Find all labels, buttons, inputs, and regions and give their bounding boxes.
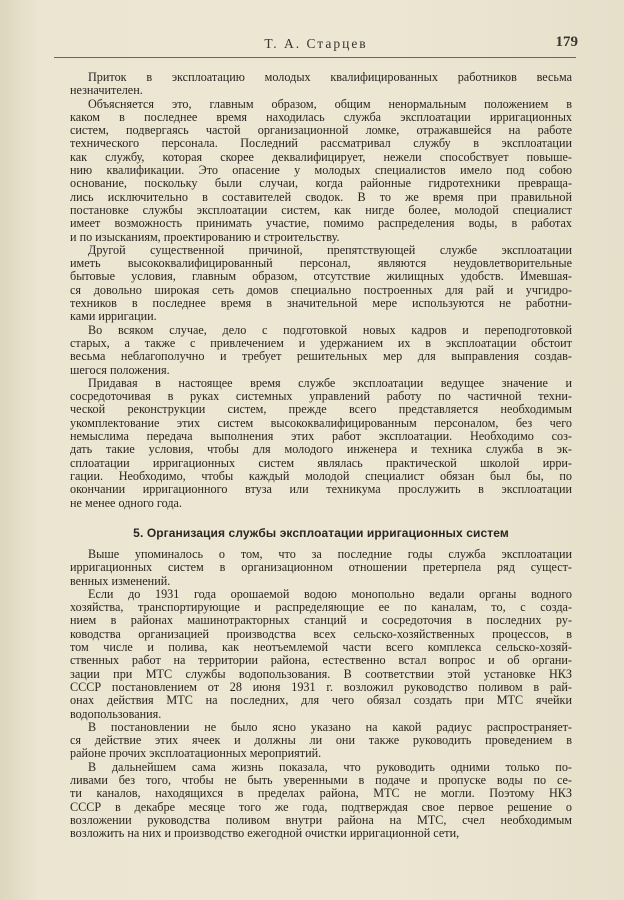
text-line: каком в последнее время находилась служба эксплоатации ирригационных: [70, 110, 572, 124]
section-1-text: [70, 71, 572, 510]
text-line: ческой реконструкции систем, прежде всего представляется необходимым: [70, 403, 572, 417]
text-line: технического персонала. Последний рассматривал службу в эксплоатации: [70, 137, 572, 151]
text-line: ся действие этих ячеек и должны ли они также руководить проведением в: [70, 734, 572, 748]
text-line: основание, поскольку были случаи, когда районные гидротехники превраща-: [70, 177, 572, 191]
text-line: и по изысканиям, проектированию и строительству.: [70, 230, 340, 244]
text-line: не менее одного года.: [70, 496, 182, 510]
text-line: весьма неблагополучно и требует решительных мер для выправления создав-: [70, 350, 572, 364]
text-line: Объясняется это, главным образом, общим ненормальным положением в: [88, 97, 572, 111]
text-line: постановке службы эксплоатации систем, как нигде более, молодой специалист: [70, 203, 572, 217]
text-line: как службу, которая скорее деквалифицирует, нежели способствует повыше-: [70, 150, 572, 164]
paragraph: [70, 761, 572, 841]
text-line: сосредоточивая в руках системных управлений работу по частичной техни-: [70, 390, 572, 404]
text-line: бытовые условия, главным образом, отсутствие жилищных удобств. Имевшая-: [70, 270, 572, 284]
text-line: В дальнейшем сама жизнь показала, что руководить одними только по-: [88, 760, 572, 774]
text-line: сплоатации ирригационных систем являлась практической школой ирри-: [70, 456, 572, 470]
paragraph: [70, 721, 572, 761]
text-line: Если до 1931 года орошаемой водою монопольно ведали органы водного: [88, 587, 572, 601]
text-line: незначителен.: [70, 84, 143, 98]
text-line: возложить на них и производство ежегодной очистки ирригационной сети,: [70, 827, 460, 841]
running-head: [54, 36, 578, 54]
text-line: дать такие условия, чтобы для молодого инженера и техника служба в эк-: [70, 443, 572, 457]
text-line: Другой существенной причиной, препятствующей службе эксплоатации: [88, 243, 572, 257]
text-line: СССР постановлением от 28 июня 1931 г. возложил руководство поливом в рай-: [70, 680, 572, 694]
paragraph: [70, 244, 572, 324]
paragraph: [70, 377, 572, 510]
text-line: СССР в декабре месяце того же года, подтверждая свое первое решение о: [70, 800, 572, 814]
text-line: немыслима передача выполнения этих работ эксплоатации. Необходимо соз-: [70, 430, 572, 444]
text-line: Придавая в настоящее время службе эксплоатации ведущее значение и: [88, 376, 572, 390]
text-line: систем, подвергаясь частой организационной ломке, отражавшейся на работе: [70, 124, 572, 138]
header-rule: [54, 57, 576, 58]
text-line: укомплектование этих систем высококвалифицированным персоналом, без чего: [70, 416, 572, 430]
paragraph: [70, 71, 572, 98]
text-line: шегося положения.: [70, 363, 170, 377]
text-line: хозяйства, транспортирующие и распределяющие ее по каналам, то, с созда-: [70, 601, 572, 615]
page-number: 179: [555, 34, 578, 50]
text-line: ственных работ на территории района, естественно встал вопрос и об органи-: [70, 654, 572, 668]
text-line: венных изменений.: [70, 574, 171, 588]
text-line: гации. Необходимо, чтобы каждый молодой специалист обязан был бы, по: [70, 469, 572, 483]
text-line: водопользования.: [70, 707, 162, 721]
text-line: ливами без того, чтобы не быть уверенными в подаче и пропуске воды по се-: [70, 774, 572, 788]
paragraph: [70, 98, 572, 244]
text-line: ти каналов, находящихся в пределах района, МТС не могли. Поэтому НКЗ: [70, 787, 572, 801]
text-line: онах действия МТС на последних, для чего обязал создать при МТС ячейки: [70, 694, 572, 708]
text-line: ками ирригации.: [70, 310, 157, 324]
text-line: нию квалификации. Это опасение у молодых специалистов имело под собою: [70, 164, 572, 178]
section-2-text: [70, 548, 572, 841]
text-line: ирригационных систем в организационном отношении претерпела ряд сущест-: [70, 561, 572, 575]
text-line: возложении руководства поливом внутри района на МТС, счел необходимым: [70, 813, 572, 827]
text-line: окончании ирригационного втуза или техникума прослужить в эксплоатации: [70, 483, 572, 497]
text-line: лись исключительно в составителей сводок. В то же время при правильной: [70, 190, 572, 204]
text-line: том числе и полива, как неотъемлемой части всего комплекса сельско-хозяй-: [70, 641, 572, 655]
text-line: ся довольно широкая сеть домов специально построенных для рай и учгидро-: [70, 283, 572, 297]
text-line: иметь высококвалифицированный персонал, являются неудовлетворительные: [70, 257, 572, 271]
text-line: Во всяком случае, дело с подготовкой новых кадров и переподготовкой: [88, 323, 572, 337]
paragraph: [70, 588, 572, 721]
paragraph: [70, 324, 572, 377]
text-line: старых, а также с привлечением и удержанием их в эксплоатации обстоит: [70, 336, 572, 350]
text-line: ководства организацией производства всех сельско-хозяйственных процессов, в: [70, 627, 572, 641]
text-line: имеет возможность принимать участие, помимо распределения воды, в работах: [70, 217, 572, 231]
section-heading: 5. Организация службы эксплоатации ирригационных систем: [133, 526, 509, 540]
text-line: Приток в эксплоатацию молодых квалифицированных работников весьма: [88, 71, 572, 84]
text-line: районе прочих эксплоатационных мероприятий.: [70, 747, 322, 761]
paragraph: [70, 548, 572, 588]
text-line: зации при МТС службы водопользования. В соответствии этой установке НКЗ: [70, 667, 572, 681]
text-line: В постановлении не было ясно указано на какой радиус распространяет-: [88, 720, 572, 734]
text-line: Выше упоминалось о том, что за последние годы служба эксплоатации: [88, 548, 572, 561]
text-line: нием в районах машинотракторных станций и сосредоточия в последних ру-: [70, 614, 572, 628]
text-line: техников в последнее время в значительной мере используются не работни-: [70, 297, 572, 311]
header-title: Т. А. Старцев: [264, 36, 368, 51]
